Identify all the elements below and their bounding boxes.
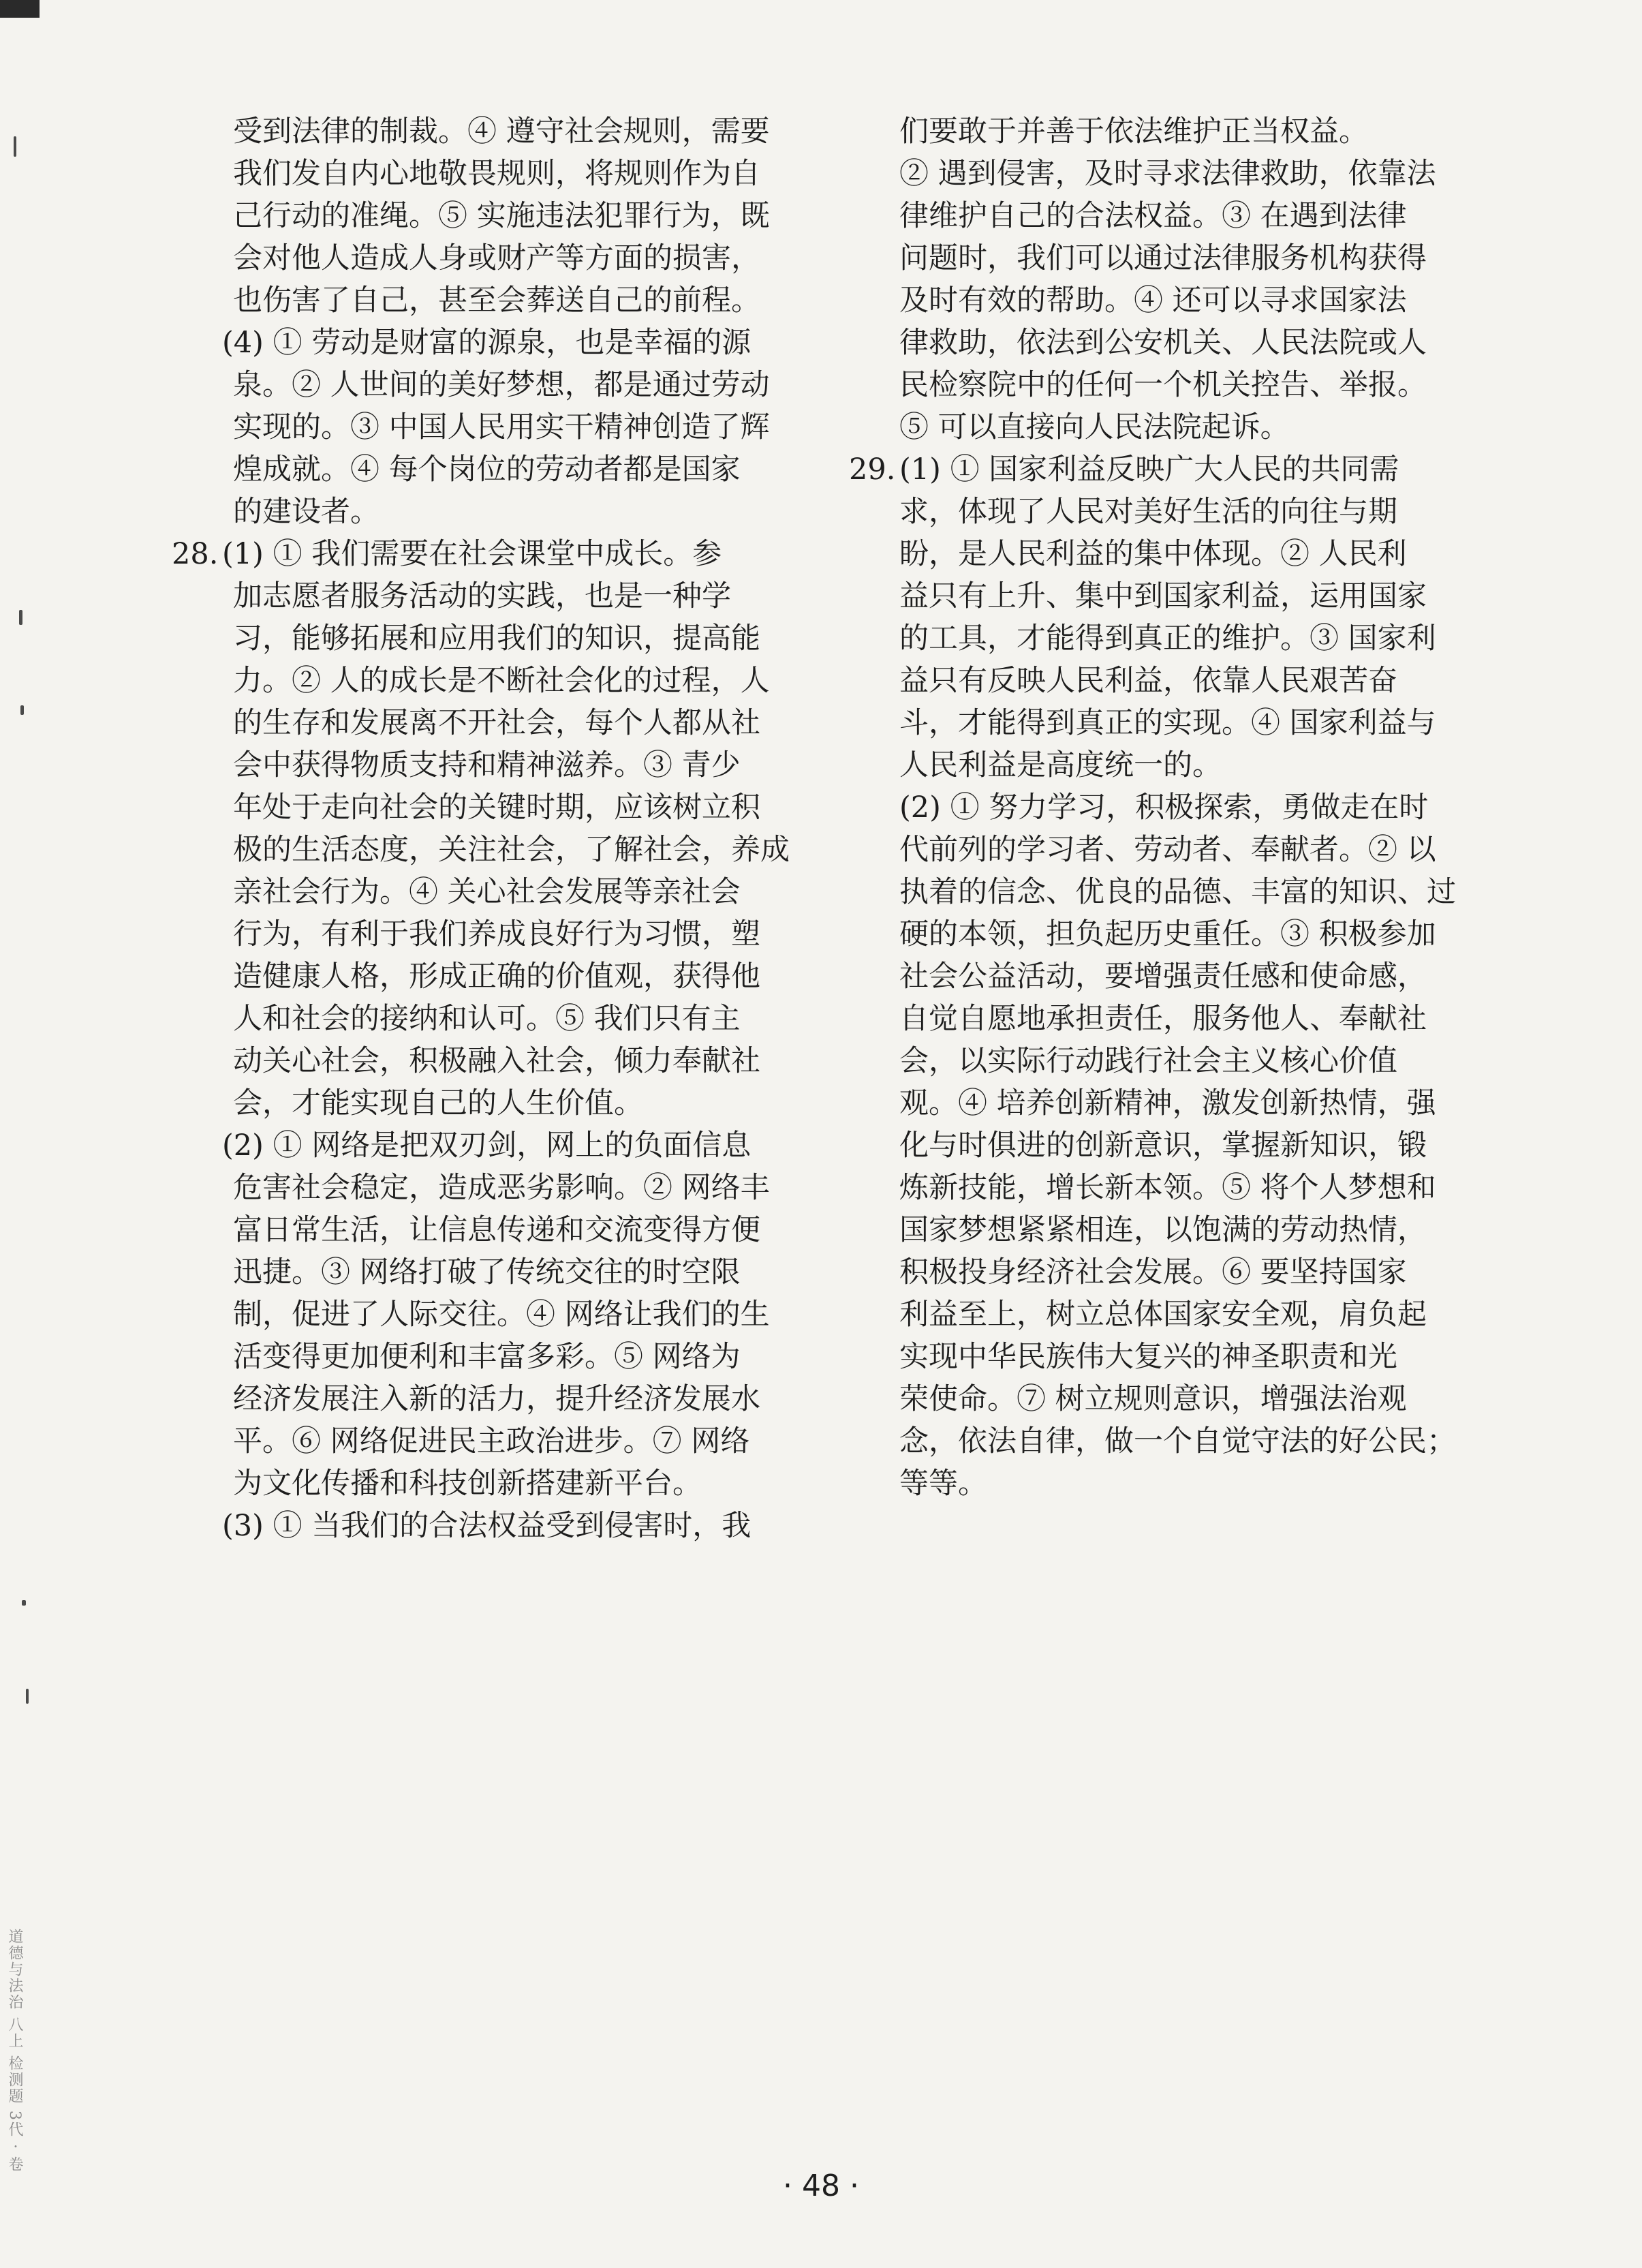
corner-mark — [0, 0, 40, 18]
text-line: 行为，有利于我们养成良好行为习惯，塑 — [233, 917, 760, 951]
text-line: (3) ① 当我们的合法权益受到侵害时，我 — [222, 1509, 752, 1543]
text-line: 受到法律的制裁。④ 遵守社会规则，需要 — [233, 114, 770, 149]
text-line: 造健康人格，形成正确的价值观，获得他 — [233, 960, 760, 994]
question-number: 29. — [849, 453, 896, 487]
text-line: 观。④ 培养创新精神，激发创新热情，强 — [899, 1086, 1436, 1120]
text-line: ② 遇到侵害，及时寻求法律救助，依靠法 — [899, 157, 1436, 191]
text-line: 们要敢于并善于依法维护正当权益。 — [899, 114, 1368, 149]
text-line: 力。② 人的成长是不断社会化的过程，人 — [233, 664, 770, 698]
text-line: 危害社会稳定，造成恶劣影响。② 网络丰 — [233, 1171, 770, 1205]
text-line: 平。⑥ 网络促进民主政治进步。⑦ 网络 — [233, 1424, 750, 1458]
text-line: 己行动的准绳。⑤ 实施违法犯罪行为，既 — [233, 199, 770, 233]
scan-speck — [14, 136, 16, 157]
text-line: 为文化传播和科技创新搭建新平台。 — [233, 1467, 702, 1501]
text-line: 的生存和发展离不开社会，每个人都从社 — [233, 706, 760, 740]
text-line: 动关心社会，积极融入社会，倾力奉献社 — [233, 1044, 760, 1078]
text-line: 亲社会行为。④ 关心社会发展等亲社会 — [233, 875, 741, 909]
text-line: 习，能够拓展和应用我们的知识，提高能 — [233, 622, 760, 656]
scan-speck — [26, 1689, 29, 1704]
text-line: 人民利益是高度统一的。 — [899, 748, 1222, 782]
text-line: 斗，才能得到真正的实现。④ 国家利益与 — [899, 706, 1436, 740]
text-line: 会对他人造成人身或财产等方面的损害， — [233, 241, 760, 275]
text-line: 积极投身经济社会发展。⑥ 要坚持国家 — [899, 1255, 1407, 1289]
text-line: 实现的。③ 中国人民用实干精神创造了辉 — [233, 410, 770, 444]
text-line: 律维护自己的合法权益。③ 在遇到法律 — [899, 199, 1407, 233]
text-line: 及时有效的帮助。④ 还可以寻求国家法 — [899, 284, 1407, 318]
text-line: 自觉自愿地承担责任，服务他人、奉献社 — [899, 1002, 1427, 1036]
left-column — [172, 110, 790, 1547]
text-line: 制，促进了人际交往。④ 网络让我们的生 — [233, 1298, 770, 1332]
text-line: 我们发自内心地敬畏规则，将规则作为自 — [233, 157, 760, 191]
text-line: 等等。 — [899, 1467, 987, 1501]
text-line: 民检察院中的任何一个机关控告、举报。 — [899, 368, 1427, 402]
text-line: 实现中华民族伟大复兴的神圣职责和光 — [899, 1340, 1397, 1374]
text-line: 人和社会的接纳和认可。⑤ 我们只有主 — [233, 1002, 741, 1036]
text-line: 加志愿者服务活动的实践，也是一种学 — [233, 579, 731, 613]
text-line: 会中获得物质支持和精神滋养。③ 青少 — [233, 748, 741, 782]
text-line: (2) ① 努力学习，积极探索，勇做走在时 — [899, 791, 1429, 825]
scan-speck — [22, 1600, 26, 1606]
text-line: 的工具，才能得到真正的维护。③ 国家利 — [899, 622, 1436, 656]
text-line: 年处于走向社会的关键时期，应该树立积 — [233, 791, 760, 825]
text-line: 经济发展注入新的活力，提升经济发展水 — [233, 1382, 760, 1416]
text-line: 会，以实际行动践行社会主义核心价值 — [899, 1044, 1397, 1078]
text-line: 问题时，我们可以通过法律服务机构获得 — [899, 241, 1427, 275]
text-line: 国家梦想紧紧相连，以饱满的劳动热情， — [899, 1213, 1427, 1247]
text-line: 的建设者。 — [233, 495, 379, 529]
text-line: 活变得更加便利和丰富多彩。⑤ 网络为 — [233, 1340, 741, 1374]
text-line: 28. (1) ① 我们需要在社会课堂中成长。参 — [222, 533, 740, 575]
text-line: 荣使命。⑦ 树立规则意识，增强法治观 — [899, 1382, 1407, 1416]
text-line: 会，才能实现自己的人生价值。 — [233, 1086, 643, 1120]
text-line: 求，体现了人民对美好生活的向往与期 — [899, 495, 1397, 529]
right-column — [849, 110, 1456, 1505]
text-line: (2) ① 网络是把双刃剑，网上的负面信息 — [222, 1129, 752, 1163]
text-line: 泉。② 人世间的美好梦想，都是通过劳动 — [233, 368, 770, 402]
text-line: 念，依法自律，做一个自觉守法的好公民； — [899, 1424, 1456, 1458]
text-line: ⑤ 可以直接向人民法院起诉。 — [899, 410, 1290, 444]
text-line: 富日常生活，让信息传递和交流变得方便 — [233, 1213, 760, 1247]
text-line: 29. (1) ① 国家利益反映广大人民的共同需 — [849, 448, 1408, 491]
text-line: 迅捷。③ 网络打破了传统交往的时空限 — [233, 1255, 741, 1289]
text-line: 执着的信念、优良的品德、丰富的知识、过 — [899, 875, 1456, 909]
text-line: 益只有反映人民利益，依靠人民艰苦奋 — [899, 664, 1397, 698]
text-line: 益只有上升、集中到国家利益，运用国家 — [899, 579, 1427, 613]
text-line: 硬的本领，担负起历史重任。③ 积极参加 — [899, 917, 1436, 951]
text-line: 极的生活态度，关注社会，了解社会，养成 — [233, 833, 790, 867]
text-line: 煌成就。④ 每个岗位的劳动者都是国家 — [233, 453, 741, 487]
text-line: 盼，是人民利益的集中体现。② 人民利 — [899, 537, 1407, 571]
text-line: 炼新技能，增长新本领。⑤ 将个人梦想和 — [899, 1171, 1436, 1205]
text-line: 代前列的学习者、劳动者、奉献者。② 以 — [899, 833, 1436, 867]
text-line: 也伤害了自己，甚至会葬送自己的前程。 — [233, 284, 760, 318]
text-line: 律救助，依法到公安机关、人民法院或人 — [899, 326, 1427, 360]
scan-speck — [19, 610, 22, 625]
side-margin-text: 道德与法治 八上 检测题 3代 · 卷 — [6, 1929, 23, 2173]
text-line: 利益至上，树立总体国家安全观，肩负起 — [899, 1298, 1427, 1332]
page-number: · 48 · — [783, 2169, 859, 2203]
scan-speck — [20, 705, 24, 715]
text-line: (4) ① 劳动是财富的源泉，也是幸福的源 — [222, 326, 752, 360]
text-line: 化与时俱进的创新意识，掌握新知识，锻 — [899, 1129, 1427, 1163]
text-line: 社会公益活动，要增强责任感和使命感， — [899, 960, 1427, 994]
question-number: 28. — [172, 537, 219, 571]
